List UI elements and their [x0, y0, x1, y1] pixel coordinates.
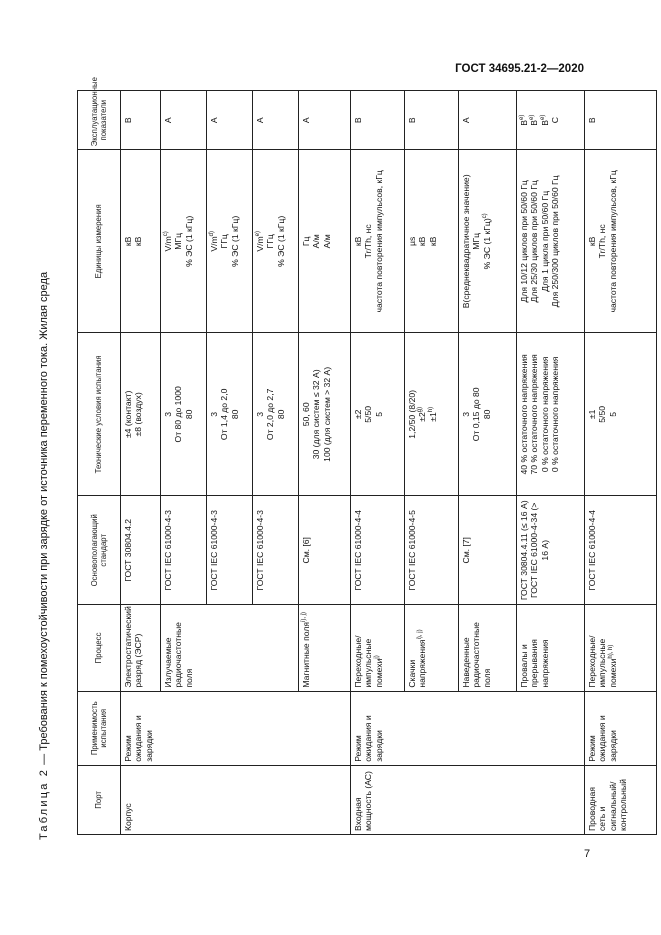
col-header-criteria: Эксплуатационные показатели [78, 91, 121, 150]
standard-cell: ГОСТ 30804.4.11 (≤ 16 А) ГОСТ IEC 61000-4-34 (> 16 А) [517, 496, 585, 605]
port-cell: Входная мощность (АС) [351, 765, 585, 834]
standard-cell: ГОСТ IEC 61000-4-3 [161, 496, 207, 605]
col-header-process: Процесс [78, 605, 121, 692]
units-cell: $V/m^{d)}$ ГГц % ЭС (1 кГц) [207, 150, 253, 333]
process-cell: Электростатический разряд (ЭСР) [121, 605, 161, 692]
standard-cell: См. [6] [299, 496, 351, 605]
col-header-mode: Применимость испытания [78, 691, 121, 765]
process-cell: Скачки напряжения$^{i), j)}$ [405, 605, 459, 692]
conditions-cell: 3 От 80 до 1000 80 [161, 333, 207, 496]
units-cell: кВ кВ [121, 150, 161, 333]
criteria-cell: А [459, 91, 517, 150]
col-header-conditions: Технические условия испытания [78, 333, 121, 496]
col-header-standard: Основополагающий стандарт [78, 496, 121, 605]
process-cell: Переходные/импульсные помехи$^{h), h)}$ [585, 605, 657, 692]
standard-cell: См. [7] [459, 496, 517, 605]
caption-label: Таблица 2 [38, 767, 50, 840]
standard-cell: ГОСТ IEC 61000-4-4 [585, 496, 657, 605]
criteria-cell: В [585, 91, 657, 150]
process-cell: Провалы и прерывания напряжения [517, 605, 585, 692]
requirements-table [77, 77, 657, 835]
criteria-cell: В [405, 91, 459, 150]
process-cell: Магнитные поля$^{i), j)}$ [299, 605, 351, 692]
table-header-row [78, 91, 121, 835]
standard-cell: ГОСТ IEC 61000-4-5 [405, 496, 459, 605]
process-cell: Переходные/импульсные помехи$^{j)}$ [351, 605, 405, 692]
conditions-cell: 50, 60 30 (для систем ≤ 32 А) 100 (для систем > 32 А) [299, 333, 351, 496]
caption-separator: — [38, 750, 50, 768]
units-cell: кВ Tr/Th, нс частота повторения импульсов, кГц [351, 150, 405, 333]
conditions-cell: 3 От 0,15 до 80 80 [459, 333, 517, 496]
process-cell: Наведенные радиочастотные поля [459, 605, 517, 692]
table-row [585, 91, 657, 835]
port-cell: Корпус [121, 765, 351, 834]
criteria-cell: $В^{e)}$ $В^{e)}$ $В^{e)}$ С [517, 91, 585, 150]
criteria-cell: А [253, 91, 299, 150]
standard-cell: ГОСТ IEC 61000-4-3 [207, 496, 253, 605]
standard-cell: ГОСТ IEC 61000-4-4 [351, 496, 405, 605]
units-cell: В(среднеквадратичное значение) МГц % ЭС (1 кГц)$^{c)}$ [459, 150, 517, 333]
units-cell: µs кВ кВ [405, 150, 459, 333]
criteria-cell: В [351, 91, 405, 150]
col-header-units: Единицы измерения [78, 150, 121, 333]
conditions-cell: 40 % остаточного напряжения 70 % остаточного напряжения 0 % остаточного напряжения 0 % остаточного напряжения [517, 333, 585, 496]
standard-cell: ГОСТ IEC 61000-4-3 [253, 496, 299, 605]
conditions-cell: 3 От 2,0 до 2,7 80 [253, 333, 299, 496]
conditions-cell: 3 От 1,4 до 2,0 80 [207, 333, 253, 496]
conditions-cell: ±1 5/50 5 [585, 333, 657, 496]
page-number: 7 [584, 848, 591, 860]
port-cell: Проводная сеть и сигнальный/контрольный [585, 765, 657, 834]
units-cell: Гц А/м А/м [299, 150, 351, 333]
table-caption [38, 272, 50, 840]
units-cell: $V/m^{e)}$ ГГц % ЭС (1 кГц) [253, 150, 299, 333]
units-cell: $V/m^{c)}$ МГц % ЭС (1 кГц) [161, 150, 207, 333]
units-cell: Для 10/12 циклов при 50/60 Гц Для 25/30 циклов при 50/60 Гц Для 1 цикла при 50/60 Гц Для 250/300 циклов при 50/60 Гц [517, 150, 585, 333]
table-row [351, 91, 405, 835]
conditions-cell: ±4 (контакт) ±8 (воздух) [121, 333, 161, 496]
rotated-table-container [77, 77, 629, 835]
mode-cell: Режим ожидания и зарядки [351, 691, 585, 765]
criteria-cell: В [121, 91, 161, 150]
criteria-cell: А [161, 91, 207, 150]
table-row [121, 91, 161, 835]
units-cell: кВ Tr/Th, нс частота повторения импульсов, кГц [585, 150, 657, 333]
caption-text: Требования к помехоустойчивости при зарядке от источника переменного тока. Жилая среда [38, 271, 50, 751]
standard-cell: ГОСТ 30804.4.2 [121, 496, 161, 605]
document-id: ГОСТ 34695.21-2—2020 [455, 63, 584, 75]
criteria-cell: А [299, 91, 351, 150]
conditions-cell: ±2 5/50 5 [351, 333, 405, 496]
process-cell: Излучаемые радиочастотные поля [161, 605, 299, 692]
criteria-cell: А [207, 91, 253, 150]
col-header-port: Порт [78, 765, 121, 834]
mode-cell: Режим ожидания и зарядки [121, 691, 351, 765]
conditions-cell: 1,2/50 (8/20) $\pm 2^{g)}$ $\pm 1^{h)}$ [405, 333, 459, 496]
mode-cell: Режим ожидания и зарядки [585, 691, 657, 765]
